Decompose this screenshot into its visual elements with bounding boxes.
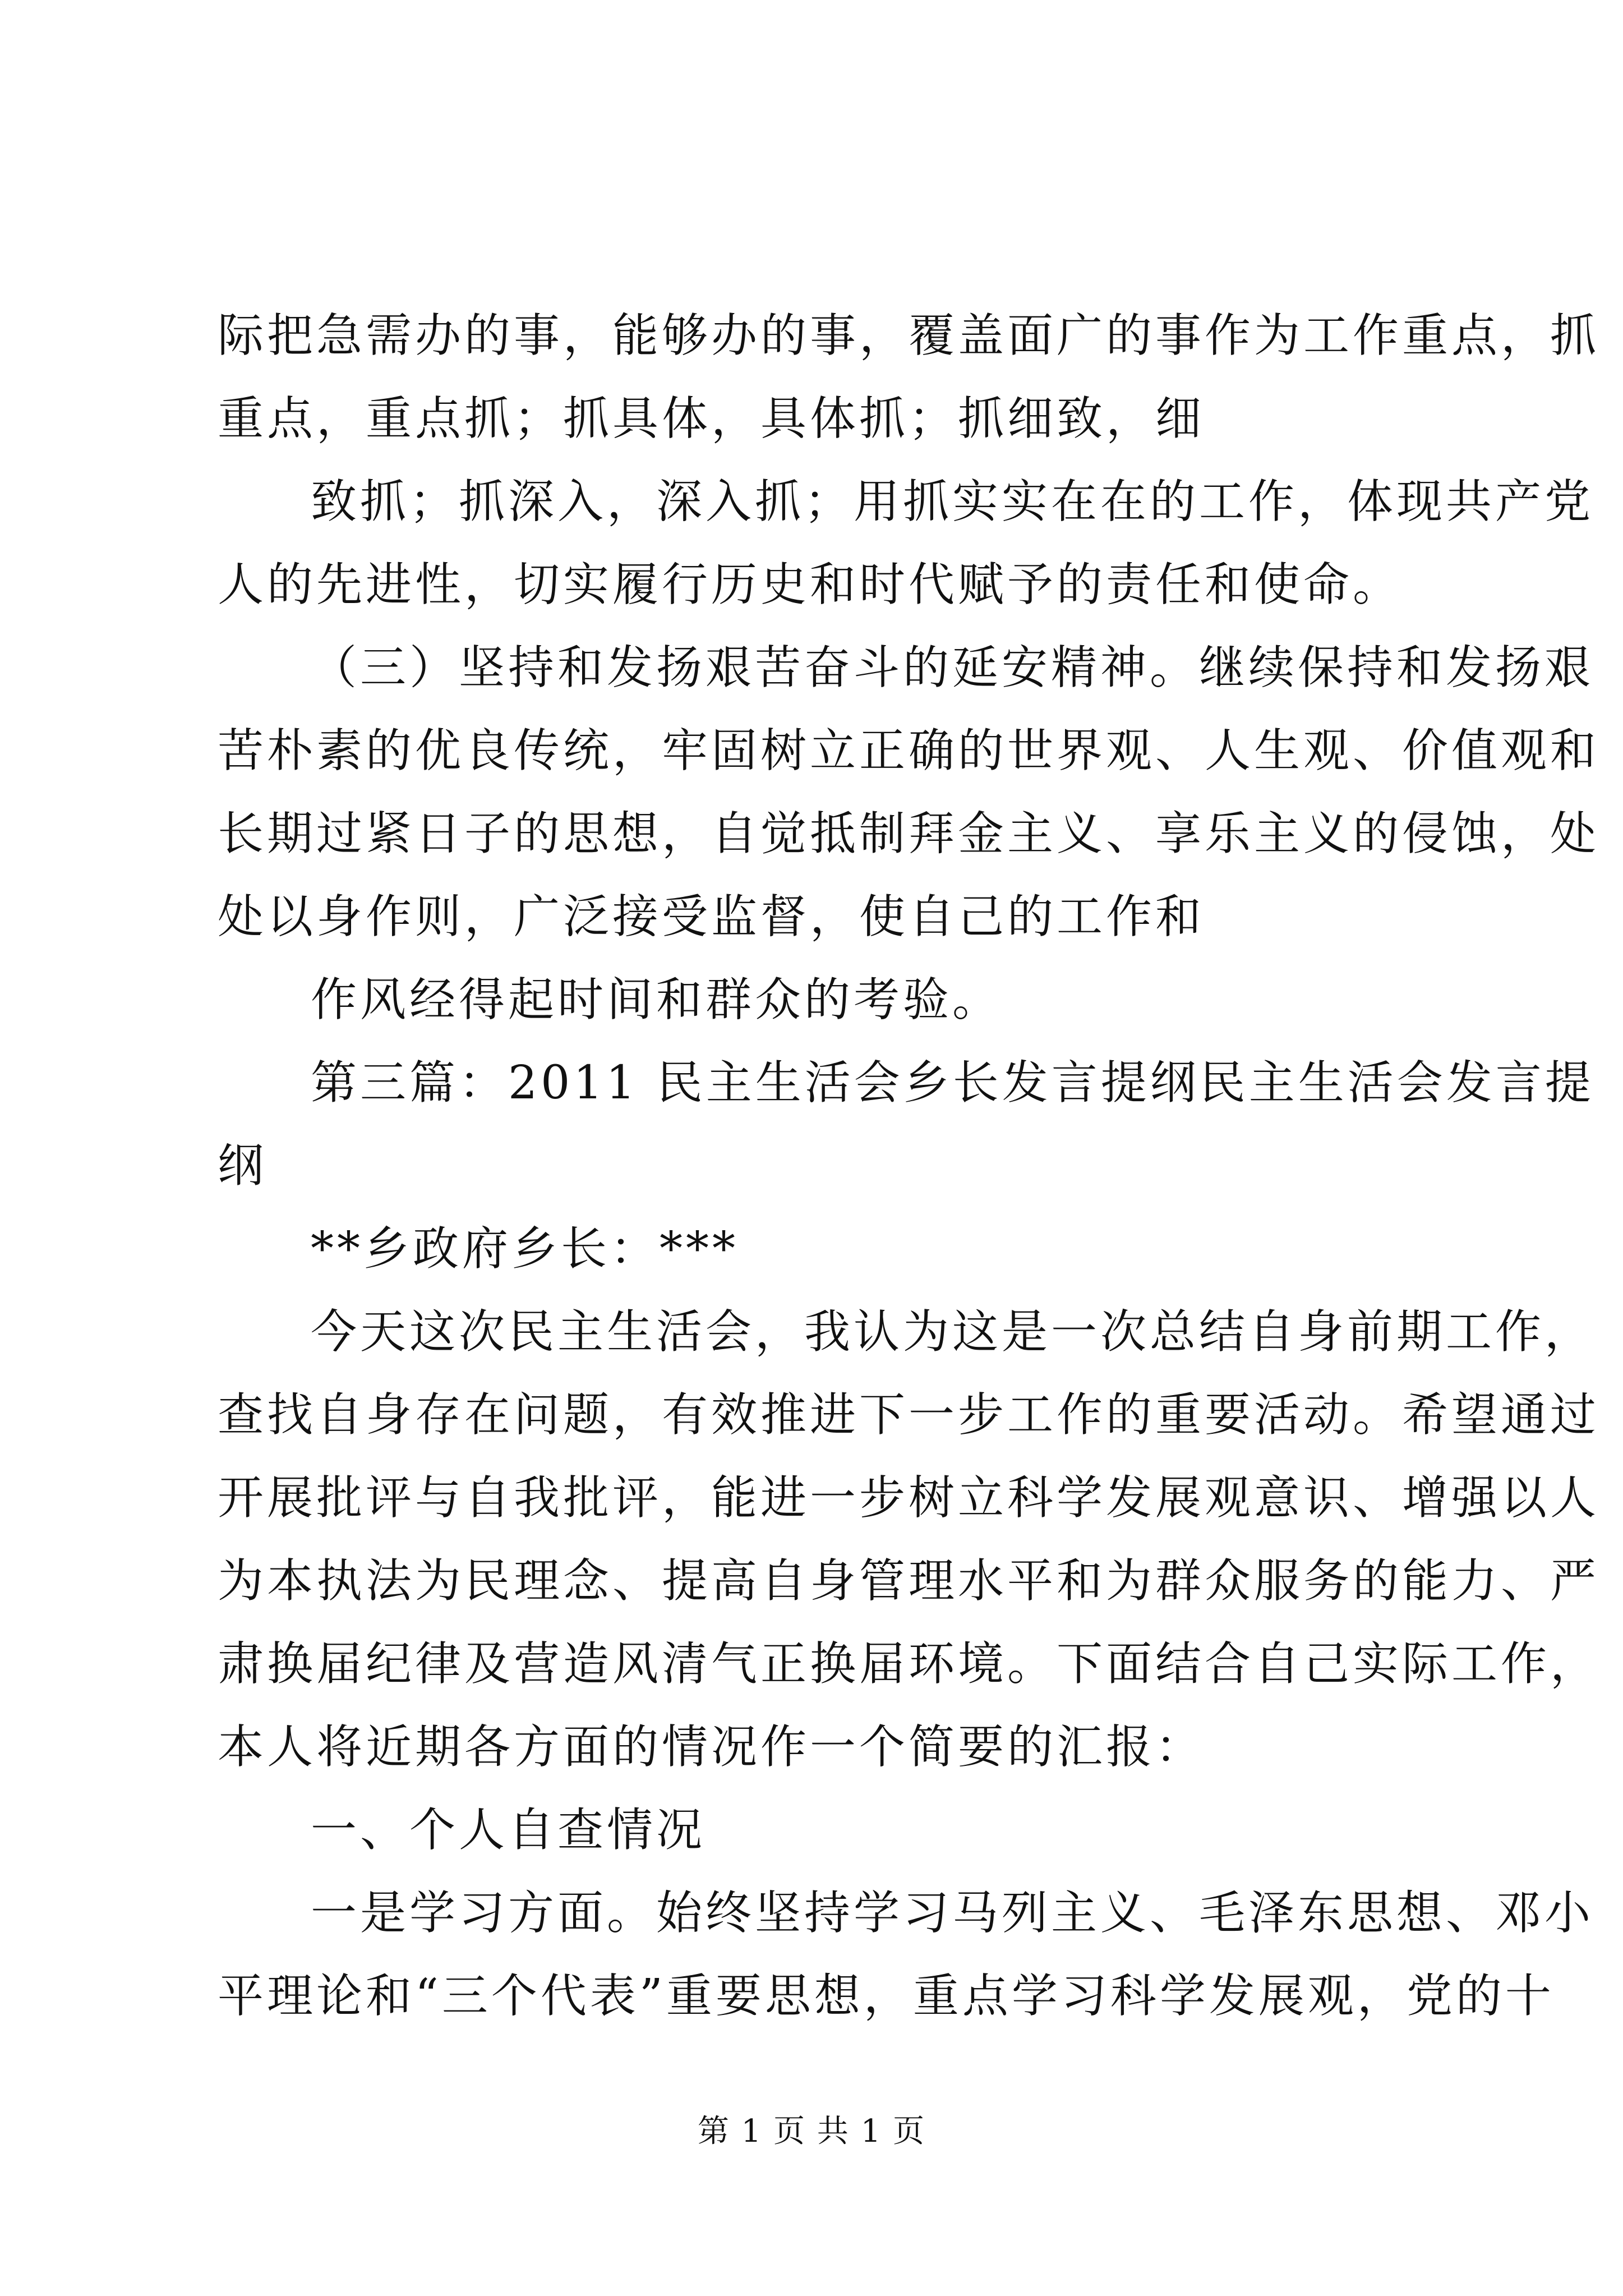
text-line: 为本执法为民理念、提高自身管理水平和为群众服务的能力、严 — [218, 1554, 1600, 1608]
text-line: 平理论和“三个代表”重要思想，重点学习科学发展观，党的十 — [218, 1970, 1555, 2023]
text-line: （三）坚持和发扬艰苦奋斗的延安精神。继续保持和发扬艰 — [311, 641, 1594, 694]
text-line: 重点，重点抓；抓具体，具体抓；抓细致，细 — [218, 392, 1205, 445]
text-line: 处以身作则，广泛接受监督，使自己的工作和 — [218, 890, 1205, 944]
document-body — [218, 295, 1600, 2038]
text-line: 开展批评与自我批评，能进一步树立科学发展观意识、增强以人 — [218, 1471, 1600, 1525]
text-line: 长期过紧日子的思想，自觉抵制拜金主义、享乐主义的侵蚀，处 — [218, 807, 1600, 861]
page-footer: 第 1 页 共 1 页 — [697, 2113, 926, 2150]
text-line: 查找自身存在问题，有效推进下一步工作的重要活动。希望通过 — [218, 1388, 1600, 1442]
text-line: 人的先进性，切实履行历史和时代赋予的责任和使命。 — [218, 558, 1403, 611]
text-line: 本人将近期各方面的情况作一个简要的汇报： — [218, 1720, 1205, 1774]
text-line: 致抓；抓深入，深入抓；用抓实实在在的工作，体现共产党 — [311, 475, 1594, 528]
text-line: 第三篇：2011 民主生活会乡长发言提纲民主生活会发言提 — [311, 1056, 1594, 1110]
text-line: 苦朴素的优良传统，牢固树立正确的世界观、人生观、价值观和 — [218, 724, 1600, 777]
text-line: 肃换届纪律及营造风清气正换届环境。下面结合自己实际工作， — [218, 1637, 1600, 1691]
text-line: 作风经得起时间和群众的考验。 — [311, 973, 1002, 1027]
text-line: 一是学习方面。始终坚持学习马列主义、毛泽东思想、邓小 — [311, 1887, 1594, 1940]
text-line: **乡政府乡长：*** — [311, 1222, 739, 1276]
text-line: 纲 — [218, 1139, 268, 1193]
text-line: 今天这次民主生活会，我认为这是一次总结自身前期工作， — [311, 1305, 1594, 1359]
text-line: 一、个人自查情况 — [311, 1803, 706, 1857]
text-line: 际把急需办的事，能够办的事，覆盖面广的事作为工作重点，抓 — [218, 309, 1600, 362]
